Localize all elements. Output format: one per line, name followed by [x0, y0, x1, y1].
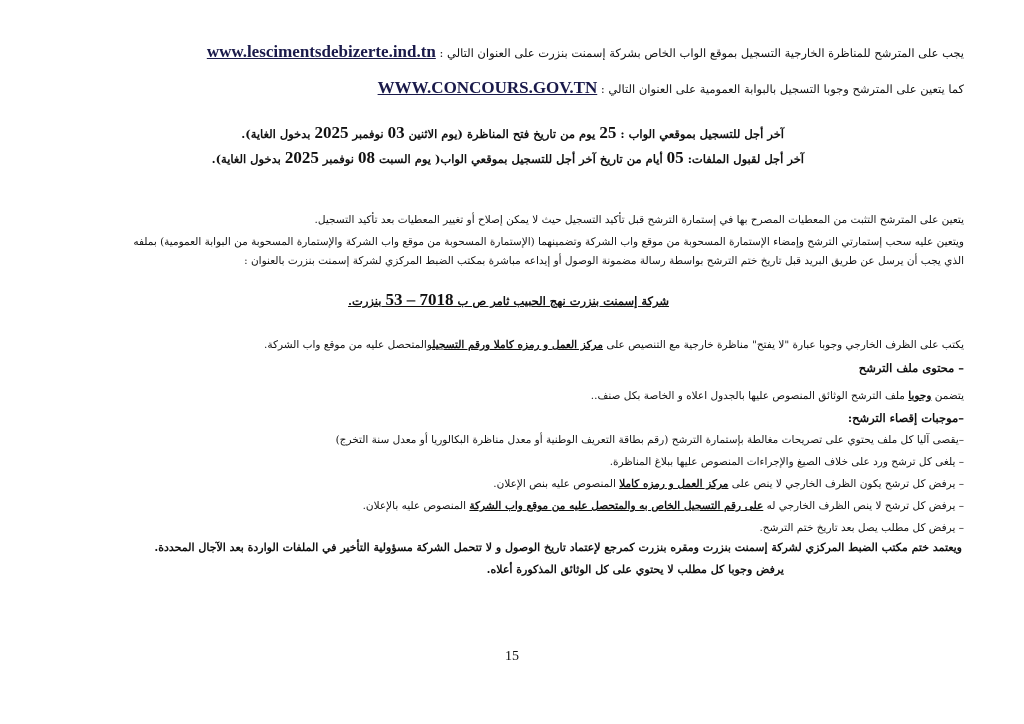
exclusion-item-3: [493, 476, 964, 492]
envelope-required-fields: مركز العمل و رمزه كاملا ورقم التسجيل: [432, 339, 603, 351]
exclusion-3-suffix: المنصوص عليه بنص الإعلان.: [493, 478, 616, 490]
files-deadline-days: 05: [666, 148, 684, 167]
deadline-month: نوفمبر: [352, 127, 384, 141]
files-deadline-suffix: بدخول الغاية).: [211, 152, 281, 166]
exclusion-item-1: –يقصى آليا كل ملف يحتوي على تصريحات مغالطة بإستمارة الترشح (رقم بطاقة التعريف الوطنية أو معدل مناظرة البكالوريا أو معدل سنة التخرج): [335, 434, 964, 446]
address-city: بنزرت.: [348, 294, 382, 308]
deadline-year: 2025: [314, 123, 349, 142]
company-website-link[interactable]: www.lesciments​debizerte.ind.tn: [206, 42, 436, 61]
exclusion-3-bold: مركز العمل و رمزه كاملا: [619, 478, 729, 490]
portal-registration-line: [378, 80, 964, 97]
verify-data-paragraph: يتعين على المترشح التثبت من المعطيات المصرح بها في إستمارة الترشح قبل تأكيد التسجيل حيث لا يمكن إصلاح أو تغيير المعطيات بعد تأكيد التسجيل.: [314, 214, 964, 226]
files-deadline-line: [212, 150, 804, 167]
address-numbers: 53 – 7018: [385, 290, 454, 309]
contents-text-start: يتضمن: [934, 390, 964, 402]
deadline-label: آخر أجل للتسجيل بموقعي الواب :: [620, 127, 784, 141]
forms-paragraph: ويتعين عليه سحب إستمارتي الترشح وإمضاء الإستمارة المسحوبة من موقع واب الشركة وتضمينهما (الإستمارة المسحوبة من موقع واب الشركة والإستمارة المسحوبة من البوابة العمومية) بملفه: [133, 236, 964, 248]
exclusion-3-text: – يرفض كل ترشح يكون الظرف الخارجي لا ينص على: [731, 478, 964, 490]
deadline-suffix: بدخول الغاية).: [241, 127, 311, 141]
envelope-text: يكتب على الظرف الخارجي وجوبا عبارة "لا يفتح" مناظرة خارجية مع التنصيص على: [606, 339, 964, 351]
envelope-paragraph: [264, 337, 964, 353]
files-deadline-year: 2025: [284, 148, 319, 167]
file-contents-heading: – محتوى ملف الترشح: [858, 361, 964, 375]
contents-mandatory: وجوبا: [908, 390, 932, 402]
page-number: 15: [505, 649, 519, 664]
website-registration-line: [207, 44, 964, 61]
envelope-suffix: والمتحصل عليه من موقع واب الشركة.: [264, 339, 433, 351]
files-deadline-text: أيام من تاريخ آخر أجل للتسجيل بموقعي الواب( يوم السبت: [378, 152, 663, 166]
contents-text-end: ملف الترشح الوثائق المنصوص عليها بالجدول اعلاه و الخاصة بكل صنف..: [590, 390, 905, 402]
website-registration-text: يجب على المترشح للمناظرة الخارجية التسجيل بموقع الواب الخاص بشركة إسمنت بنزرت على العنوان التالي :: [439, 46, 964, 60]
final-rejection-paragraph: يرفض وجوبا كل مطلب لا يحتوي على كل الوثائق المذكورة أعلاه.: [486, 563, 784, 576]
files-deadline-label: آخر أجل لقبول الملفات:: [687, 152, 804, 166]
mail-paragraph: الذي يجب أن يرسل عن طريق البريد قبل تاريخ ختم الترشح بواسطة رسالة مضمونة الوصول أو إيداعه مباشرة بمكتب الضبط المركزي لشركة إسمنت بنزرت بالعنوان :: [244, 255, 964, 267]
deadline-days: 25: [599, 123, 617, 142]
exclusion-item-2: – يلغى كل ترشح ورد على خلاف الصيغ والإجراءات المنصوص عليها ببلاغ المناظرة.: [609, 456, 964, 468]
exclusion-4-bold: على رقم التسجيل الخاص به والمتحصل عليه من موقع واب الشركة: [469, 500, 764, 512]
file-contents-paragraph: [591, 388, 964, 404]
exclusion-item-5: – يرفض كل مطلب يصل بعد تاريخ ختم الترشح.: [759, 522, 964, 534]
deadline-day: 03: [387, 123, 405, 142]
exclusion-heading: –موجبات إقصاء الترشح:: [847, 411, 964, 425]
files-deadline-day: 08: [357, 148, 375, 167]
exclusion-item-4: [363, 498, 964, 514]
portal-link[interactable]: WWW.CONCOURS.GOV.TN: [377, 78, 598, 97]
files-deadline-month: نوفمبر: [322, 152, 354, 166]
exclusion-4-text: – يرفض كل ترشح لا ينص الظرف الخارجي له: [766, 500, 964, 512]
final-stamp-paragraph: ويعتمد ختم مكتب الضبط المركزي لشركة إسمنت بنزرت ومقره بنزرت كمرجع لإعتماد تاريخ الوصول و لا تتحمل الشركة مسؤولية التأخير في الملفات الواردة بعد الآجال المحددة.: [154, 541, 962, 554]
company-address: [348, 292, 669, 309]
portal-registration-text: كما يتعين على المترشح وجوبا التسجيل بالبوابة العمومية على العنوان التالي :: [600, 82, 964, 96]
address-street: شركة إسمنت بنزرت نهج الحبيب ثامر ص ب: [457, 294, 669, 308]
registration-deadline-line: [241, 125, 784, 142]
deadline-text: يوم من تاريخ فتح المناظرة (يوم الاثنين: [408, 127, 596, 141]
exclusion-4-suffix: المنصوص عليه بالإعلان.: [362, 500, 467, 512]
